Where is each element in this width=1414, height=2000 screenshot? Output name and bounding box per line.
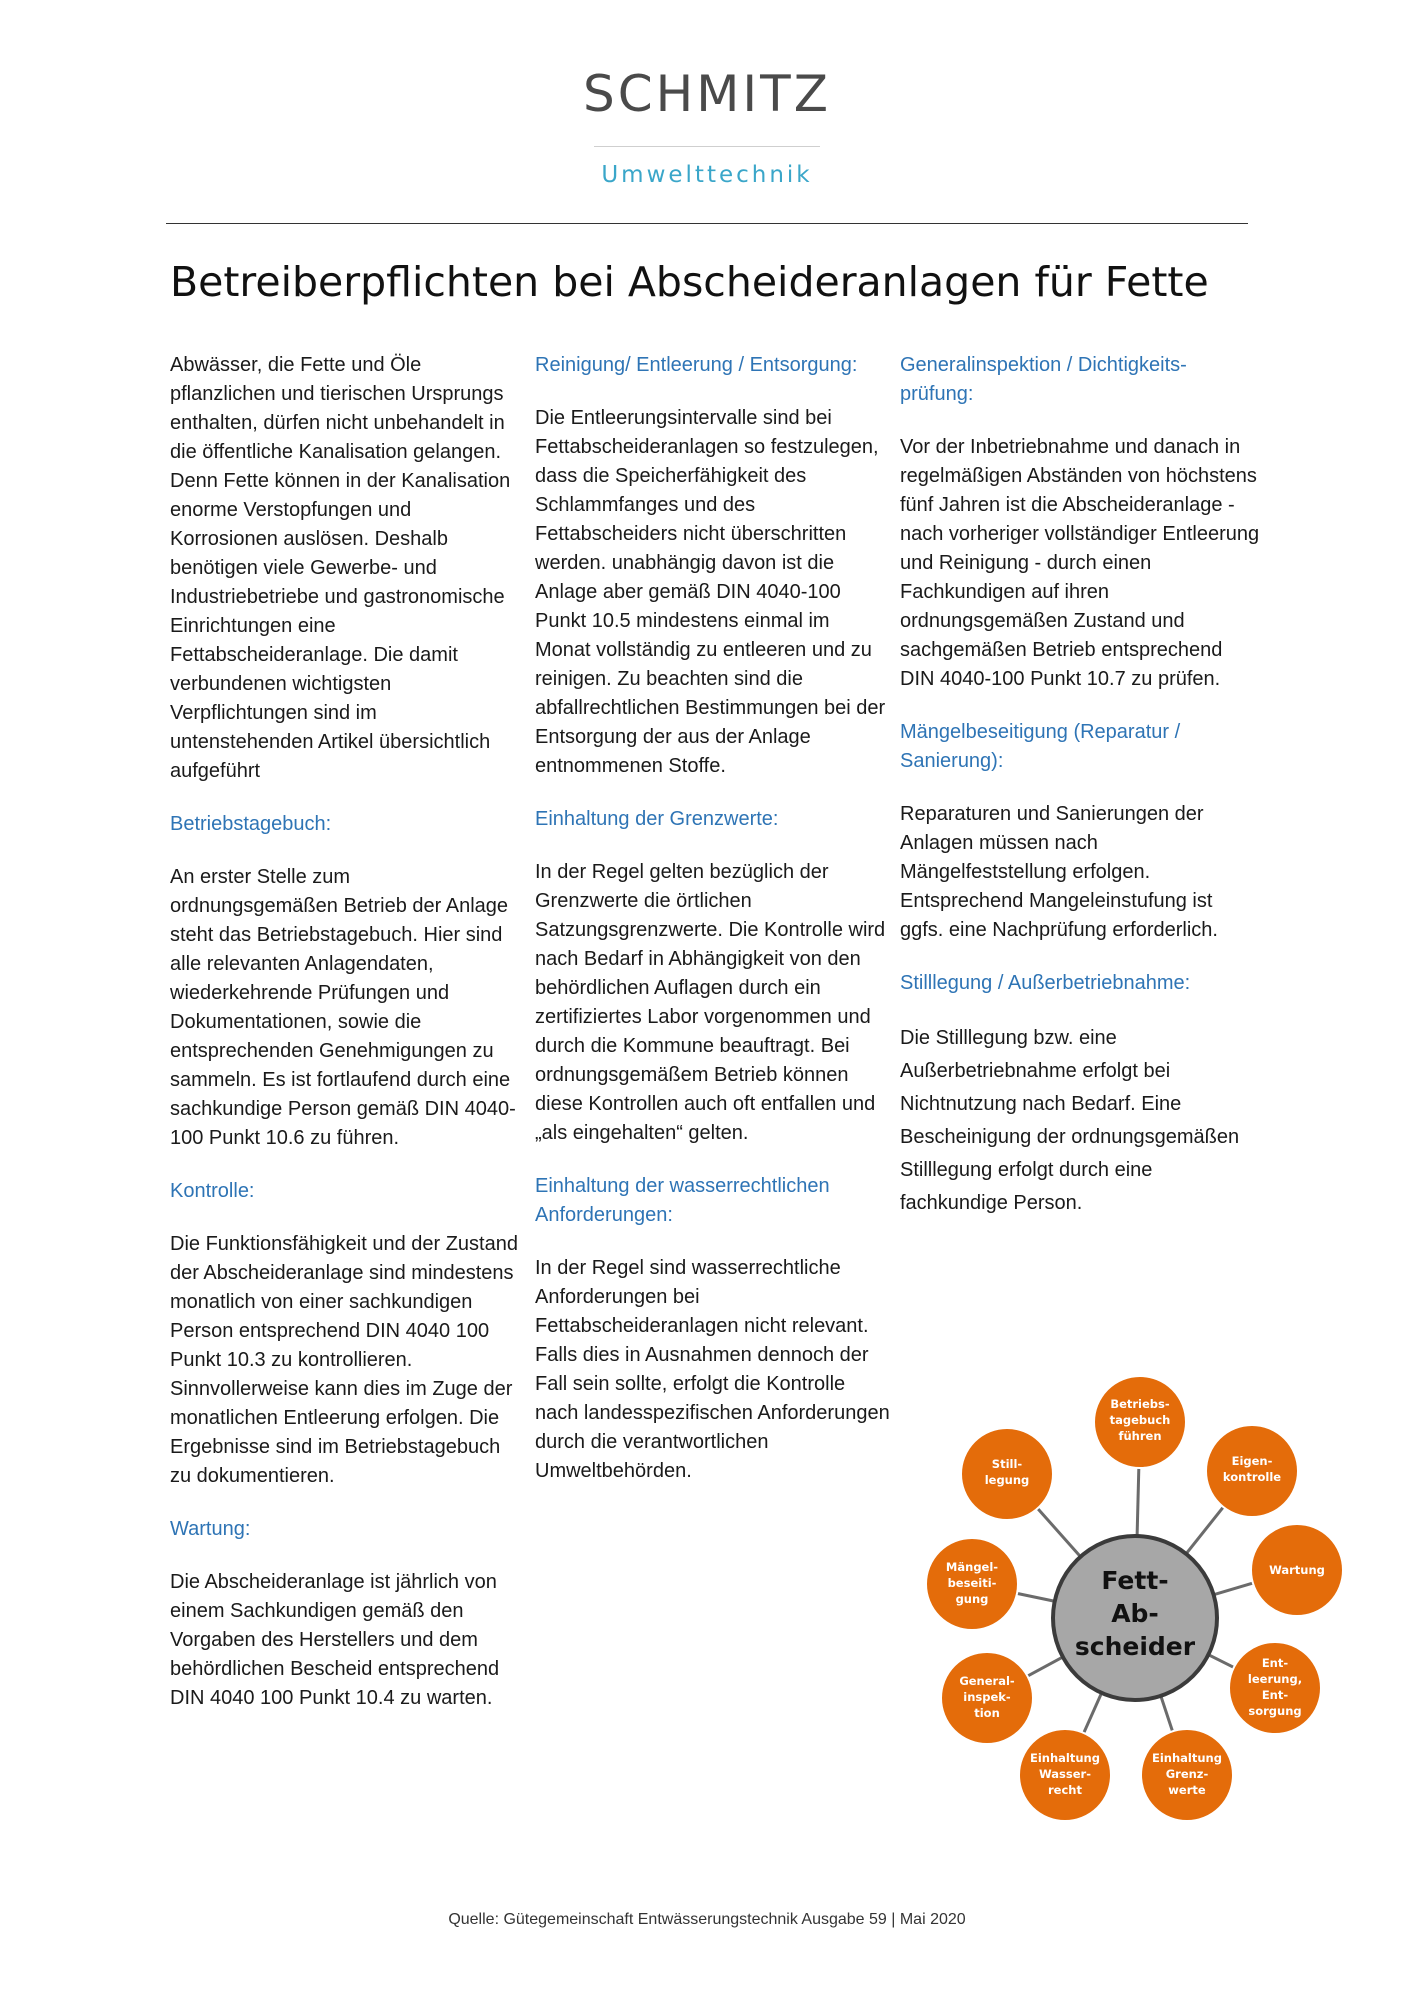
node-label-line: tagebuch — [1109, 1413, 1171, 1427]
paragraph-generalinspektion: Vor der Inbetriebnahme und danach in regelmäßigen Abständen von höchstens fünf Jahren ist die Abscheideranlage - nach vorheriger vollständiger Entleerung und Reinigung - durch einen Fachkundigen auf ihren ordnungsgemäßen Zustand und sachgemäßen Betrieb entsprechend DIN 4040-100 Punkt 10.7 zu prüfen. — [900, 436, 1260, 690]
paragraph-stilllegung: Die Stilllegung bzw. eine Außerbetriebnahme erfolgt bei Nichtnutzung nach Bedarf. Eine Bescheinigung der ordnungsgemäßen Stilllegung erfolgt durch eine fachkundige Person. — [900, 1027, 1240, 1214]
node-label-line: inspek- — [963, 1690, 1011, 1704]
heading-kontrolle: Kontrolle: — [170, 1180, 255, 1202]
node-label-line: Mängel- — [945, 1560, 999, 1574]
node-label-line: Wasser- — [1039, 1767, 1091, 1781]
column-right — [900, 351, 1260, 1244]
center-label-line: scheider — [1074, 1632, 1196, 1661]
center-label-line: Ab- — [1111, 1599, 1159, 1628]
heading-generalinspektion: Generalinspektion / Dichtigkeits- prüfung: — [900, 354, 1187, 405]
center-label-line: Fett- — [1101, 1566, 1169, 1595]
heading-betriebstagebuch: Betriebstagebuch: — [170, 813, 332, 835]
node-label-line: sorgung — [1248, 1704, 1302, 1718]
heading-maengelbeseitigung: Mängelbeseitigung (Reparatur / Sanierung): — [900, 721, 1181, 772]
logo-divider — [594, 146, 820, 147]
node-label-line: leerung, — [1247, 1672, 1303, 1686]
node-label-line: tion — [974, 1706, 1000, 1720]
node-label-line: Still- — [991, 1457, 1023, 1471]
node-label-line: General- — [959, 1674, 1015, 1688]
node-label-line: Grenz- — [1165, 1767, 1209, 1781]
node-generalinspektion — [941, 1652, 1033, 1744]
heading-wartung: Wartung: — [170, 1518, 251, 1540]
node-label-line: werte — [1168, 1783, 1206, 1797]
node-wartung — [1251, 1524, 1343, 1616]
heading-stilllegung: Stilllegung / Außerbetriebnahme: — [900, 972, 1191, 994]
node-label-line: Wartung — [1269, 1563, 1325, 1577]
paragraph-reinigung: Die Entleerungsintervalle sind bei Fettabscheideranlagen so festzulegen, dass die Speicherfähigkeit des Schlammfanges und des Fettabscheiders nicht überschritten werden. unabhängig davon ist die Anlage aber gemäß DIN 4040-100 Punkt 10.5 mindestens einmal im Monat vollständig zu entleeren und zu reinigen. Zu beachten sind die abfallrechtlichen Bestimmungen bei der Entsorgung der aus der Anlage entnommenen Stoffe. — [535, 407, 886, 777]
node-label-line: Betriebs- — [1110, 1397, 1170, 1411]
node-wasserrecht — [1019, 1729, 1111, 1821]
heading-reinigung: Reinigung/ Entleerung / Entsorgung: — [535, 354, 858, 376]
node-label-line: legung — [984, 1473, 1030, 1487]
node-maengelbeseitigung — [926, 1538, 1018, 1630]
node-label-line: Einhaltung — [1152, 1751, 1222, 1765]
paragraph-kontrolle: Die Funktionsfähigkeit und der Zustand der Abscheideranlage sind mindestens monatlich von einer sachkundigen Person entsprechend DIN 4040 100 Punkt 10.3 zu kontrollieren. Sinnvollerweise kann dies im Zuge der monatlichen Entleerung erfolgen. Die Ergebnisse sind im Betriebstagebuch zu dokumentieren. — [170, 1233, 518, 1487]
node-eigenkontrolle — [1206, 1425, 1298, 1517]
paragraph-wasserrecht: In der Regel sind wasserrechtliche Anforderungen bei Fettabscheideranlagen nicht relevant. Falls dies in Ausnahmen dennoch der Fall sein sollte, erfolgt die Kontrolle nach landesspezifischen Anforderungen durch die verantwortlichen Umweltbehörden. — [535, 1257, 890, 1482]
header-divider — [166, 223, 1248, 224]
node-label-line: gung — [955, 1592, 989, 1606]
node-label-line: Eigen- — [1231, 1454, 1273, 1468]
paragraph-maengelbeseitigung: Reparaturen und Sanierungen der Anlagen müssen nach Mängelfeststellung erfolgen. Entsprechend Mangeleinstufung ist ggfs. eine Nachprüfung erforderlich. — [900, 803, 1218, 941]
node-stilllegung — [961, 1428, 1053, 1520]
column-middle — [535, 351, 890, 1510]
node-betriebstagebuch — [1094, 1376, 1186, 1468]
node-label-line: Einhaltung — [1030, 1751, 1100, 1765]
column-left — [170, 351, 520, 1737]
intro-paragraph: Abwässer, die Fette und Öle pflanzlichen und tierischen Ursprungs enthalten, dürfen nicht unbehandelt in die öffentliche Kanalisation gelangen. Denn Fette können in der Kanalisation enorme Verstopfungen und Korrosionen auslösen. Deshalb benötigen viele Gewerbe- und Industriebetriebe und gastronomische Einrichtungen eine Fettabscheideranlage. Die damit verbundenen wichtigsten Verpflichtungen sind im untenstehenden Artikel übersichtlich aufgeführt — [170, 354, 511, 782]
source-footer: Quelle: Gütegemeinschaft Entwässerungstechnik Ausgabe 59 | Mai 2020 — [448, 1911, 966, 1928]
node-label-line: Ent- — [1261, 1688, 1289, 1702]
node-label-line: beseiti- — [947, 1576, 997, 1590]
heading-grenzwerte: Einhaltung der Grenzwerte: — [535, 808, 779, 830]
paragraph-wartung: Die Abscheideranlage ist jährlich von einem Sachkundigen gemäß den Vorgaben des Herstellers und dem behördlichen Bescheid entsprechend DIN 4040 100 Punkt 10.4 zu warten. — [170, 1571, 500, 1709]
company-logo — [0, 64, 1414, 189]
node-label-line: kontrolle — [1222, 1470, 1282, 1484]
node-grenzwerte — [1141, 1729, 1233, 1821]
logo-name: SCHMITZ — [583, 65, 831, 123]
paragraph-betriebstagebuch: An erster Stelle zum ordnungsgemäßen Betrieb der Anlage steht das Betriebstagebuch. Hier sind alle relevanten Anlagendaten, wiederkehrende Prüfungen und Dokumentationen, sowie die entsprechenden Genehmigungen zu sammeln. Es ist fortlaufend durch eine sachkundige Person gemäß DIN 4040-100 Punkt 10.6 zu führen. — [170, 866, 516, 1149]
heading-wasserrecht: Einhaltung der wasserrechtlichen Anforderungen: — [535, 1175, 830, 1226]
page-title: Betreiberpflichten bei Abscheideranlagen für Fette — [170, 258, 1209, 306]
paragraph-grenzwerte: In der Regel gelten bezüglich der Grenzwerte die örtlichen Satzungsgrenzwerte. Die Kontrolle wird nach Bedarf in Abhängigkeit von den behördlichen Auflagen durch ein zertifiziertes Labor vorgenommen und durch die Kommune beauftragt. Bei ordnungsgemäßem Betrieb können diese Kontrollen auch oft entfallen und „als eingehalten“ gelten. — [535, 861, 886, 1144]
node-label-line: führen — [1118, 1429, 1162, 1443]
node-entleerung — [1229, 1642, 1321, 1734]
fettabscheider-diagram — [895, 1362, 1375, 1832]
logo-subtitle: Umwelttechnik — [601, 162, 813, 188]
node-label-line: Ent- — [1261, 1656, 1289, 1670]
node-label-line: recht — [1048, 1783, 1082, 1797]
